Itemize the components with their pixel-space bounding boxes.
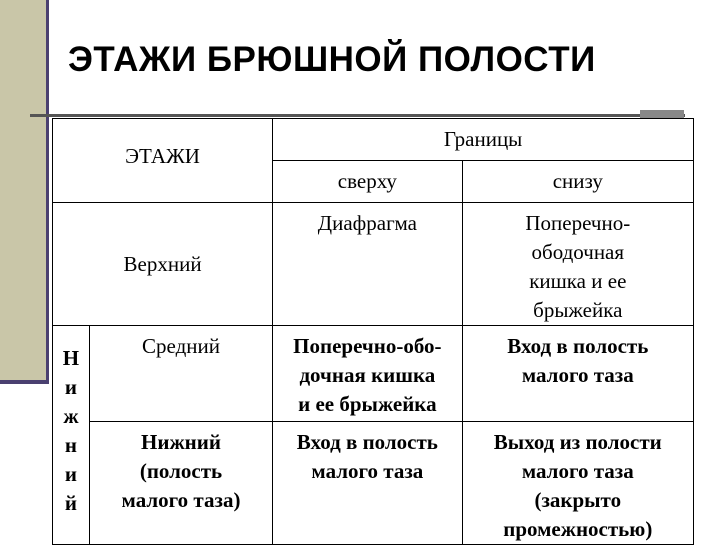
lower-below: Выход из полости малого таза (закрыто промежностью) bbox=[462, 422, 693, 545]
header-bounds: Границы bbox=[273, 119, 694, 161]
header-below: снизу bbox=[462, 161, 693, 203]
lower-group-label: Н и ж н и й bbox=[53, 326, 90, 545]
upper-below: Поперечно- ободочная кишка и ее брыжейка bbox=[462, 203, 693, 326]
middle-below: Вход в полость малого таза bbox=[462, 326, 693, 422]
floor-middle: Средний bbox=[89, 326, 272, 422]
sidebar-divider bbox=[46, 0, 49, 383]
sidebar-bottom-divider bbox=[0, 380, 49, 384]
middle-above: Поперечно-обо- дочная кишка и ее брыжейка bbox=[273, 326, 462, 422]
header-floors: ЭТАЖИ bbox=[53, 119, 273, 203]
header-above: сверху bbox=[273, 161, 462, 203]
floor-upper: Верхний bbox=[53, 203, 273, 326]
title-rule-accent bbox=[640, 110, 684, 118]
decorative-sidebar bbox=[0, 0, 46, 383]
upper-above: Диафрагма bbox=[273, 203, 462, 326]
floor-lower: Нижний (полость малого таза) bbox=[89, 422, 272, 545]
lower-above: Вход в полость малого таза bbox=[273, 422, 462, 545]
floors-table bbox=[52, 118, 694, 545]
page-title: ЭТАЖИ БРЮШНОЙ ПОЛОСТИ bbox=[68, 40, 596, 79]
title-rule bbox=[30, 114, 685, 117]
